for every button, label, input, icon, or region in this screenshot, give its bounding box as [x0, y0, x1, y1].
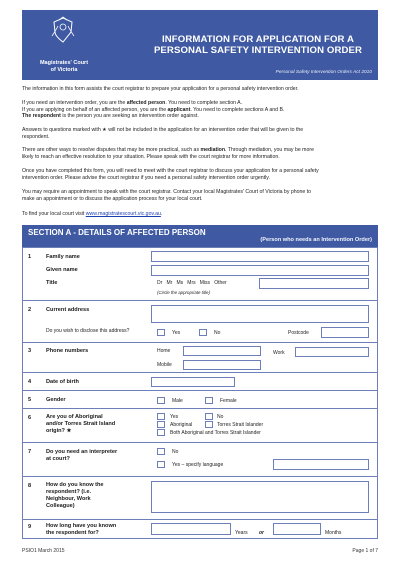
aboriginal-yes-checkbox[interactable]	[157, 413, 165, 420]
intro-paragraph-1: The information in this form assists the court registrar to prepare your application for a personal safety intervention order.	[22, 86, 299, 92]
current-address-field[interactable]	[151, 305, 369, 323]
given-name-field[interactable]	[151, 265, 369, 276]
row-phone-numbers: 3 Phone numbers Home Work Mobile	[23, 342, 377, 372]
form-code: PSIO1 March 2015	[22, 548, 65, 554]
gender-female-checkbox[interactable]	[205, 397, 213, 404]
section-a-subtitle: (Person who needs an Intervention Order)	[260, 237, 372, 243]
row-current-address: 2 Current address Do you wish to disclose this address? Yes No Postcode	[23, 300, 377, 342]
section-a-form	[22, 247, 378, 539]
both-aboriginal-torres-checkbox[interactable]	[157, 429, 165, 436]
interpreter-no-checkbox[interactable]	[157, 448, 165, 455]
intro-paragraph-3: Answers to questions marked with ★ will not be included in the application for an intervention order that will be given to the respondent.	[22, 127, 304, 140]
row-date-of-birth: 4 Date of birth	[23, 372, 377, 390]
gender-male-checkbox[interactable]	[157, 397, 165, 404]
court-website-link[interactable]: www.magistratescourt.vic.gov.au	[85, 211, 161, 217]
intro-paragraph-4: There are other ways to resolve disputes that may be more practical, such as mediation. Through mediation, you may be more likely to reach an effective resolution to your situation. Please speak with the court registrar for more information.	[22, 147, 314, 160]
intro-paragraph-6: You may require an appointment to speak with the court registrar. Contact your local Magistrates' Court of Victoria by phone to make an appointment or to discuss the application process for your local court.	[22, 189, 312, 202]
disclose-no-checkbox[interactable]	[199, 329, 207, 336]
row-interpreter: 7 Do you need an interpreter at court? No Yes – specify language	[23, 442, 377, 476]
row-aboriginal-origin: 6 Are you of Aboriginal and/or Torres Strait Island origin? ★ Yes No Aboriginal Torres Strait Islander Both Aboriginal and Torres Strait Islander	[23, 408, 377, 442]
intro-paragraph-5: Once you have completed this form, you will need to meet with the court registrar to discuss your application for a personal safety intervention order. Please advise the court registrar if you need a personal safety intervention order urgently.	[22, 168, 319, 181]
torres-strait-islander-checkbox[interactable]	[205, 421, 213, 428]
row-relationship: 8 How do you know the respondent? (i.e. Neighbour, Work Colleague)	[23, 476, 377, 519]
title-options[interactable]: Dr Mr Ms Mrs Miss Other	[157, 280, 227, 286]
work-phone-field[interactable]	[295, 347, 369, 357]
mobile-phone-field[interactable]	[183, 360, 261, 370]
page-number: Page 1 of 7	[352, 548, 378, 554]
intro-paragraph-7: To find your local court visit www.magistratescourt.vic.gov.au.	[22, 211, 163, 217]
relationship-field[interactable]	[151, 481, 369, 513]
form-header	[22, 10, 378, 80]
row-name: 1 Family name Given name Title Dr Mr Ms Mrs Miss Other (Circle the appropriate title)	[23, 248, 377, 300]
title-other-field[interactable]	[259, 278, 369, 289]
months-known-field[interactable]	[273, 523, 321, 535]
date-of-birth-field[interactable]	[151, 377, 235, 387]
interpreter-language-field[interactable]	[273, 459, 369, 470]
aboriginal-checkbox[interactable]	[157, 421, 165, 428]
section-a-title: SECTION A - DETAILS OF AFFECTED PERSON	[28, 228, 206, 237]
years-known-field[interactable]	[151, 523, 231, 535]
court-name: Magistrates' Court of Victoria	[39, 60, 89, 73]
row-known-duration: 9 How long have you known the respondent for? Years or Months	[23, 519, 377, 540]
section-a-header	[22, 225, 378, 247]
postcode-field[interactable]	[321, 327, 369, 338]
coat-of-arms-icon	[50, 16, 76, 44]
home-phone-field[interactable]	[183, 346, 261, 356]
title-hint: (Circle the appropriate title)	[157, 290, 210, 295]
interpreter-yes-checkbox[interactable]	[157, 461, 165, 468]
intro-paragraph-2: If you need an intervention order, you are the affected person. You need to complete section A. If you are applying on behalf of an affected person, you are the applicant. You need to complete sections A and B. The respondent is the person you are seeking an intervention order against.	[22, 100, 285, 120]
disclose-yes-checkbox[interactable]	[157, 329, 165, 336]
form-title: INFORMATION FOR APPLICATION FOR A PERSONAL SAFETY INTERVENTION ORDER	[153, 34, 363, 56]
row-gender: 5 Gender Male Female	[23, 390, 377, 408]
family-name-field[interactable]	[151, 251, 369, 262]
aboriginal-no-checkbox[interactable]	[205, 413, 213, 420]
act-reference: Personal Safety Intervention Orders Act 2010	[275, 70, 372, 75]
